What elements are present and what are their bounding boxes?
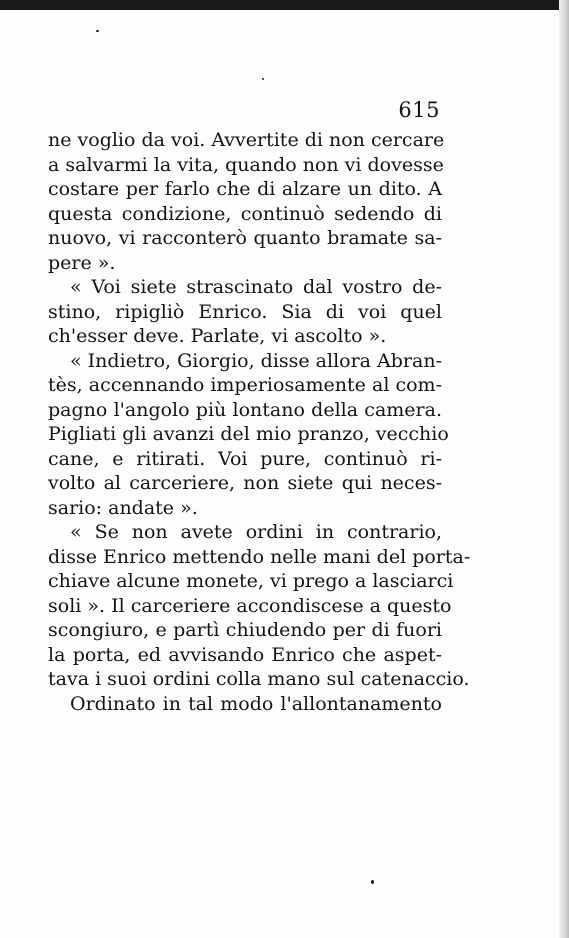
text-line: la porta, ed avvisando Enrico che aspet- [48, 643, 442, 666]
text-line: ne voglio da voi. Avvertite di non cercare [48, 129, 445, 151]
text-line: stino, ripigliò Enrico. Sia di voi quel [48, 300, 442, 323]
text-line: chiave alcune monete, vi prego a lasciarci [48, 570, 454, 592]
scan-page-edge [559, 0, 569, 938]
text-line: a salvarmi la vita, quando non vi dovesse [48, 153, 444, 176]
scan-speck [262, 78, 264, 80]
text-line: Pigliati gli avanzi del mio pranzo, vecchio [48, 423, 449, 445]
text-line: ch'esser deve. Parlate, vi ascolto ». [48, 325, 387, 347]
text-line: volto al carceriere, non siete qui neces- [48, 472, 442, 494]
text-line: scongiuro, e partì chiudendo per di fuori [48, 619, 442, 641]
text-line: sario: andate ». [48, 496, 198, 519]
text-line: tava i suoi ordini colla mano sul catenaccio. [48, 668, 470, 690]
scan-speck [371, 880, 374, 884]
text-line: tès, accennando imperiosamente al com- [48, 374, 442, 396]
text-line: disse Enrico mettendo nelle mani del porta- [48, 545, 471, 568]
text-line: « Se non avete ordini in contrario, [70, 521, 442, 543]
text-line: « Indietro, Giorgio, disse allora Abran- [70, 349, 443, 372]
body-text [48, 128, 471, 716]
text-line: cane, e ritirati. Voi pure, continuò ri- [48, 447, 442, 470]
text-line: nuovo, vi racconterò quanto bramate sa- [48, 227, 442, 249]
text-line: pagno l'angolo più lontano della camera. [48, 398, 442, 421]
text-line: soli ». Il carceriere accondiscese a questo [48, 594, 452, 617]
text-line: Ordinato in tal modo l'allontanamento [70, 692, 442, 715]
scan-speck [96, 30, 99, 32]
text-line: « Voi siete strascinato dal vostro de- [70, 276, 442, 298]
text-line: questa condizione, continuò sedendo di [48, 202, 442, 225]
scan-top-border [0, 0, 569, 10]
page-number: 615 [398, 98, 440, 122]
text-line: costare per farlo che di alzare un dito. A [48, 178, 442, 200]
text-line: pere ». [48, 251, 116, 274]
